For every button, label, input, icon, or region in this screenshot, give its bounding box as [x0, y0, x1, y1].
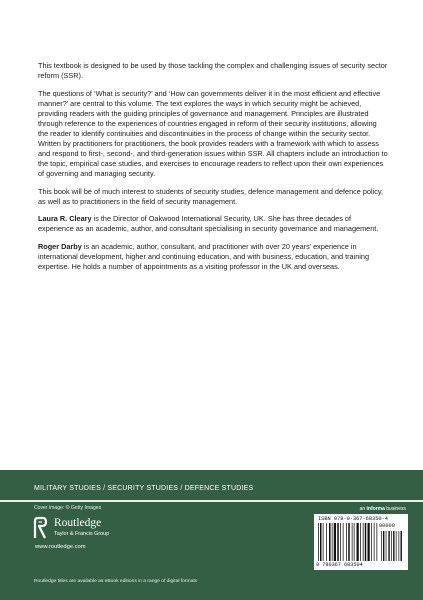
barcode-bar: [337, 523, 339, 561]
barcode-bar: [371, 523, 372, 561]
barcode-bar: [374, 523, 375, 561]
barcode-bar: [340, 523, 341, 561]
barcode-bar: [352, 523, 353, 561]
blurb: [38, 61, 388, 280]
barcode-number: 9 780367 683504: [316, 562, 363, 568]
addon-bar: [393, 531, 394, 561]
barcode-addon-number: 90000: [379, 523, 395, 529]
barcode-bar: [354, 523, 355, 561]
cover-image-credit: Cover image: © Getty Images: [34, 505, 102, 511]
addon-bar: [391, 531, 392, 561]
publisher-logo: [32, 516, 152, 566]
footer-divider: [0, 500, 423, 502]
informa-prefix: an: [359, 506, 367, 512]
addon-bar: [401, 531, 402, 561]
author-bio-text-1: is the Director of Oakwood International Security, UK. She has three decades of experience as an academic, author, and consultant specialising in security governance and management.: [38, 214, 379, 234]
subject-categories: MILITARY STUDIES / SECURITY STUDIES / DEFENCE STUDIES: [34, 485, 254, 492]
blurb-paragraph-1: This textbook is designed to be used by those tackling the complex and challenging issues of security sector reform (SSR).: [38, 61, 388, 81]
ebook-availability-note: Routledge titles are available as eBook editions in a range of digital formats: [34, 579, 198, 584]
author-name-1: Laura R. Cleary: [38, 214, 92, 224]
addon-bar: [386, 531, 387, 561]
barcode-bar: [334, 523, 336, 561]
informa-suffix: business: [384, 506, 406, 512]
barcode-bar: [318, 523, 319, 561]
barcode-bar: [332, 523, 333, 561]
barcode-bar: [365, 523, 367, 561]
author-bio-2: [38, 242, 388, 272]
barcode-bar: [360, 523, 361, 561]
informa-name: informa: [366, 506, 385, 512]
blurb-paragraph-3: This book will be of much interest to students of security studies, defence management and defence policy, as well as to practitioners in the field of security management.: [38, 186, 384, 206]
addon-bar: [396, 531, 397, 561]
publisher-name: Routledge: [54, 517, 102, 529]
barcode-bar: [368, 523, 370, 561]
barcode-bar: [363, 523, 364, 561]
barcode-bar: [329, 523, 331, 561]
addon-bar: [383, 531, 384, 561]
barcode-bar: [323, 523, 324, 561]
informa-business-tag: [318, 506, 406, 512]
barcode-bar: [377, 523, 378, 561]
addon-bar: [399, 531, 400, 561]
barcode-bar: [357, 523, 359, 561]
publisher-url[interactable]: www.routledge.com: [35, 544, 86, 550]
author-name-2: Roger Darby: [38, 242, 82, 252]
author-bio-text-2: is an academic, author, consultant, and practitioner with over 20 years’ experience in international development, higher and continuing education, and with business, education, and training expertise. He holds a number of appointments as a visiting professor in the UK and overseas.: [38, 242, 370, 272]
routledge-logo-icon: [32, 516, 48, 540]
barcode-bar: [343, 523, 344, 561]
barcode-bar: [348, 523, 350, 561]
barcode-bar: [346, 523, 347, 561]
isbn-barcode: [314, 514, 408, 570]
addon-bar: [388, 531, 389, 561]
publisher-group: Taylor & Francis Group: [54, 531, 110, 537]
blurb-paragraph-2: The questions of ‘What is security?’ and ‘How can governments deliver it in the most efficient and effective manner?’ are central to this volume. The text explores the ways in which security might be achieved, providing readers with the guiding principles of governance and management. Principles are illustrated through reference to the experiences of countries engaged in reform of their security institutions, allowing the reader to identify continuities and discontinuities in the process of change within the security sector. Written by practitioners for practitioners, the book provides readers with a framework with which to assess and respond to first-, second-, and third-generation issues within SSR. All chapters include an introduction to the topic, empirical case studies, and exercises to encourage readers to reflect upon their own experiences of governing and managing security.: [38, 88, 388, 179]
author-bio-1: [38, 214, 388, 234]
barcode-bar: [326, 523, 327, 561]
barcode-bar: [320, 523, 322, 561]
addon-bar: [381, 531, 382, 561]
isbn-label: ISBN 978-0-367-68350-4: [318, 516, 388, 522]
